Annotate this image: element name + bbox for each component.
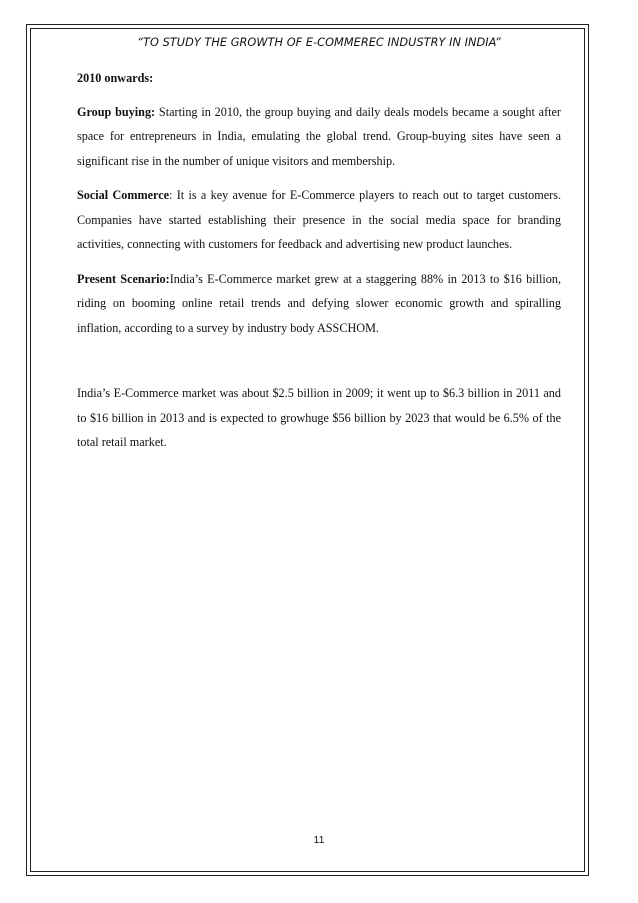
section-title: 2010 onwards:	[77, 71, 154, 85]
term-social-commerce: Social Commerce	[77, 188, 170, 202]
paragraph-group-buying	[77, 100, 561, 174]
paragraph-market-size: India’s E-Commerce market was about $2.5 billion in 2009; it went up to $6.3 billion in 2011 and to $16 billion in 2013 and is expected to growhuge $56 billion by 2023 that would be 6.5% of the total retail market.	[77, 386, 561, 449]
term-group-buying: Group buying:	[77, 104, 156, 119]
paragraph-present-scenario	[77, 267, 561, 341]
page-body	[77, 66, 561, 465]
spacer	[77, 350, 561, 381]
paragraph-social-commerce	[77, 183, 561, 257]
page-header-title: “TO STUDY THE GROWTH OF E-COMMEREC INDUSTRY IN INDIA”	[137, 36, 501, 49]
text-group-buying: Starting in 2010, the group buying and daily deals models became a sought after space for entrepreneurs in India, emulating the global trend. Group-buying sites have seen a significant rise in the number of unique visitors and membership.	[77, 104, 561, 168]
text-present-scenario: India’s E-Commerce market grew at a staggering 88% in 2013 to $16 billion, riding on booming online retail trends and defying slower economic growth and spiralling inflation, according to a survey by industry body ASSCHOM.	[77, 271, 561, 335]
text-social-commerce: : It is a key avenue for E-Commerce players to reach out to target customers. Companies have started establishing their presence in the social media space for branding activities, connecting with customers for feedback and advertising new product launches.	[77, 188, 561, 251]
term-present-scenario: Present Scenario:	[77, 271, 170, 286]
page-number: 11	[313, 834, 325, 846]
